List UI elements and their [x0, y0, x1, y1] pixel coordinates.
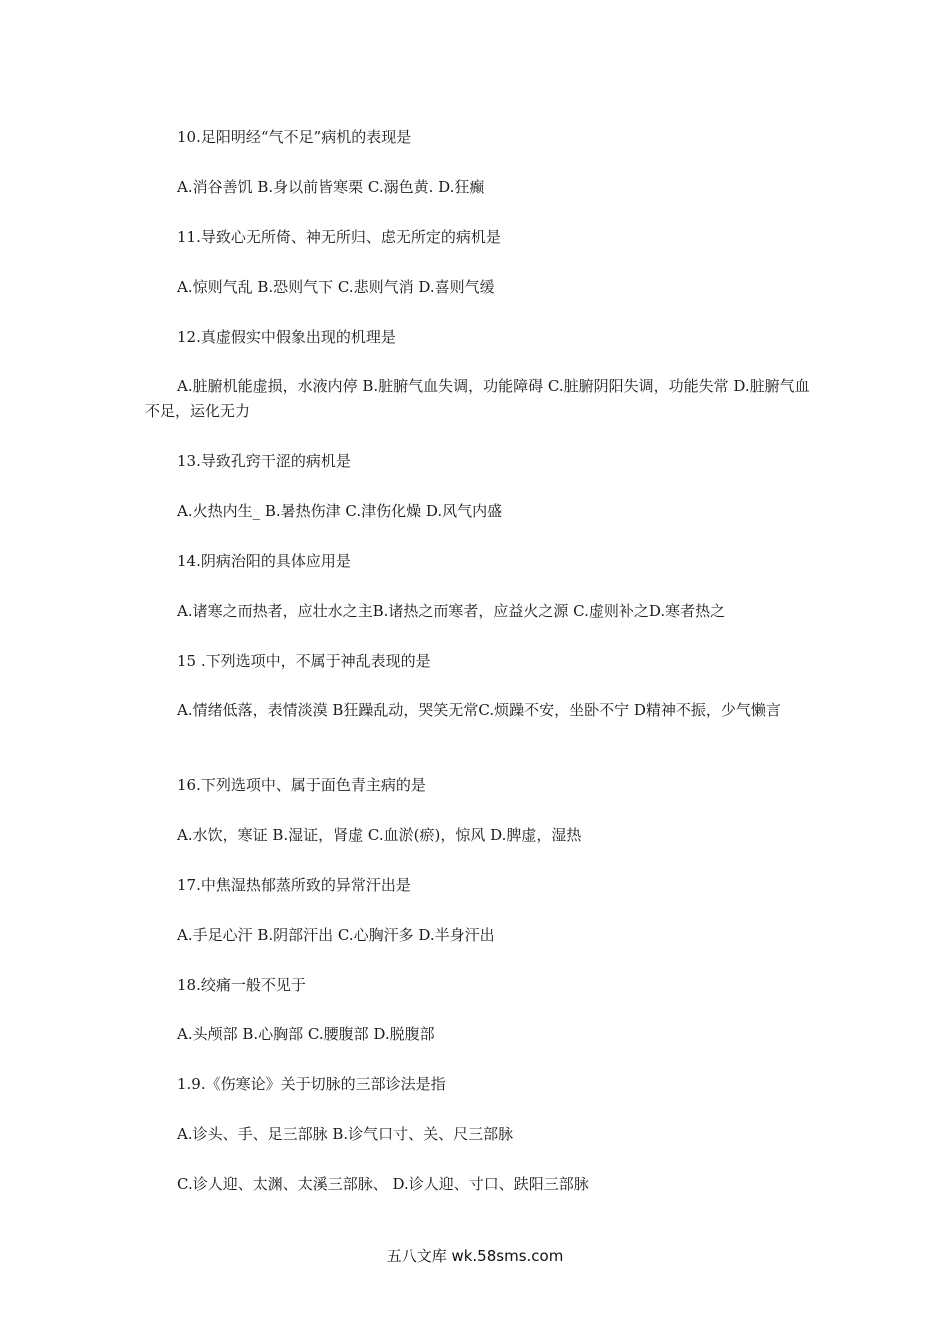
question-19-stem: 1.9.《伤寒论》关于切脉的三部诊法是指	[177, 1075, 446, 1093]
question-13-stem: 13.导致孔窍干涩的病机是	[177, 452, 351, 470]
question-13-options: A.火热内生_ B.暑热伤津 C.津伤化燥 D.风气内盛	[177, 502, 503, 520]
question-15-stem: 15 .下列选项中，不属于神乱表现的是	[177, 652, 431, 670]
question-19-options: A.诊头、手、足三部脉 B.诊气口寸、关、尺三部脉	[177, 1125, 514, 1143]
question-12-stem: 12.真虚假实中假象出现的机理是	[177, 328, 396, 346]
question-19-options-continued: C.诊人迎、太渊、太溪三部脉、 D.诊人迎、寸口、趺阳三部脉	[177, 1175, 589, 1193]
question-15-options: A.情绪低落，表情淡漠 B狂躁乱动，哭笑无常C.烦躁不安，坐卧不宁 D精神不振，少气懒言	[177, 701, 781, 719]
question-10-stem: 10.足阳明经“气不足”病机的表现是	[177, 128, 412, 146]
question-16-stem: 16.下列选项中、属于面色青主病的是	[177, 776, 426, 794]
question-14-stem: 14.阴病治阳的具体应用是	[177, 552, 351, 570]
question-18-options: A.头颅部 B.心胸部 C.腰腹部 D.脱腹部	[177, 1025, 435, 1043]
question-17-stem: 17.中焦湿热郁蒸所致的异常汗出是	[177, 876, 411, 894]
question-12-options: A.脏腑机能虚损，水液内停 B.脏腑气血失调，功能障碍 C.脏腑阴阳失调，功能失常 D.脏腑气血不足，运化无力	[145, 377, 810, 420]
question-18-stem: 18.绞痛一般不见于	[177, 976, 306, 994]
question-17-options: A.手足心汗 B.阴部汗出 C.心胸汗多 D.半身汗出	[177, 926, 495, 944]
question-11-options: A.惊则气乱 B.恐则气下 C.悲则气消 D.喜则气缓	[177, 278, 495, 296]
question-10-options: A.消谷善饥 B.身以前皆寒栗 C.溺色黄. D.狂癫	[177, 178, 485, 196]
question-16-options: A.水饮，寒证 B.湿证，肾虚 C.血淤(瘀)，惊风 D.脾虚，湿热	[177, 826, 582, 844]
footer-site-name: 五八文库 wk.58sms.com	[386, 1247, 564, 1265]
question-11-stem: 11.导致心无所倚、神无所归、虑无所定的病机是	[177, 228, 501, 246]
question-14-options: A.诸寒之而热者，应壮水之主B.诸热之而寒者，应益火之源 C.虚则补之D.寒者热之	[177, 602, 726, 620]
